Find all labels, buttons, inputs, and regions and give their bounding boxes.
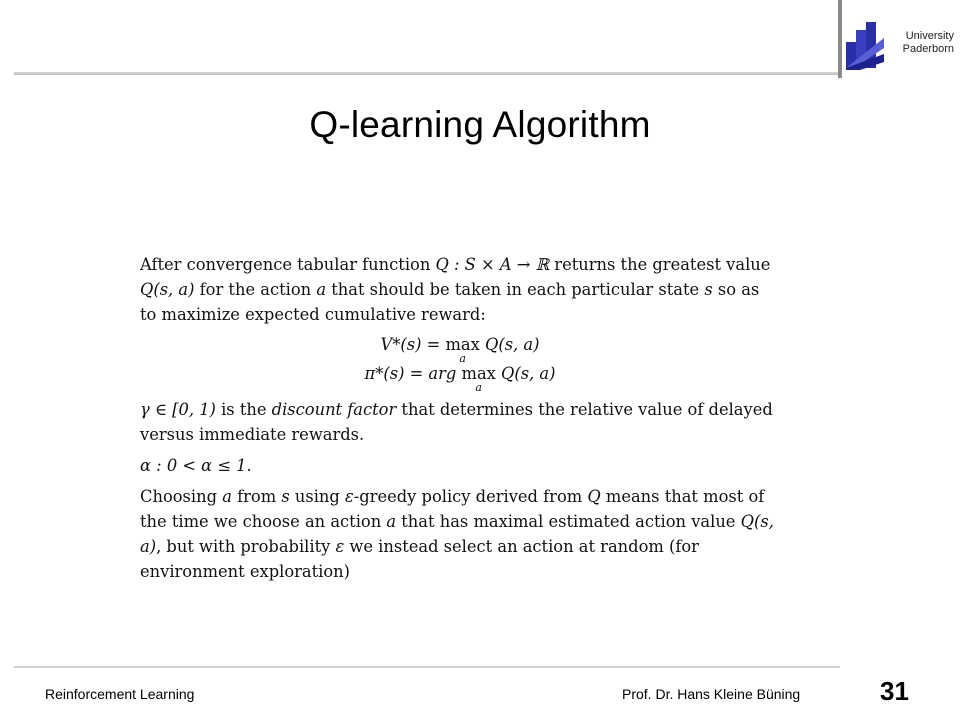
paragraph-epsilon-greedy	[140, 484, 780, 584]
paragraph-convergence	[140, 252, 780, 327]
university-line2: Paderborn	[902, 43, 954, 55]
max-text: max	[461, 364, 496, 383]
text: returns the greatest value	[549, 255, 771, 274]
eq-right: Q(s, a)	[479, 335, 540, 354]
university-line1: University	[905, 30, 954, 42]
text: is the	[215, 400, 272, 419]
text: for the action	[194, 280, 317, 299]
math-epsilon: ε	[345, 487, 354, 506]
university-logo	[844, 16, 956, 70]
equation-value-function	[140, 334, 780, 365]
university-logo-icon	[844, 18, 888, 70]
text: that determines the relative value of delayed versus immediate rewards.	[140, 400, 773, 444]
footer-course: Reinforcement Learning	[45, 686, 195, 702]
footer-author: Prof. Dr. Hans Kleine Büning	[622, 686, 801, 702]
text: using	[289, 487, 345, 506]
text: After convergence tabular function	[140, 255, 436, 274]
footer-rule	[14, 666, 840, 668]
text: that has maximal estimated action value	[396, 512, 741, 531]
text: from	[231, 487, 282, 506]
text: , but with probability	[156, 537, 336, 556]
term-discount-factor: discount factor	[271, 400, 397, 419]
paragraph-alpha	[140, 453, 780, 478]
math-q: Q	[587, 487, 601, 506]
max-subscript: a	[475, 381, 482, 394]
max-operator	[445, 334, 480, 365]
math-alpha: α : 0 < α ≤ 1.	[140, 456, 252, 475]
math-s: s	[704, 280, 713, 299]
header-vertical-rule	[838, 0, 842, 78]
slide-content	[140, 252, 780, 584]
text: so as to maximize expected cumulative reward:	[140, 280, 760, 324]
max-subscript: a	[459, 352, 466, 365]
text: means that most of the time we choose an action	[140, 487, 765, 531]
text: that should be taken in each particular state	[326, 280, 705, 299]
eq-left: π*(s) = arg	[364, 364, 462, 383]
text: Choosing	[140, 487, 223, 506]
math-a: a	[222, 487, 232, 506]
math-qsa: Q(s, a)	[140, 280, 195, 299]
math-qsa: Q(s, a)	[140, 512, 774, 556]
math-a: a	[386, 512, 397, 531]
math-q-function: Q : S × A → ℝ	[435, 255, 550, 274]
math-epsilon: ε	[335, 537, 345, 556]
eq-right: Q(s, a)	[495, 364, 556, 383]
header-rule	[14, 72, 840, 75]
max-operator	[461, 363, 496, 394]
max-text: max	[445, 335, 480, 354]
math-a: a	[316, 280, 327, 299]
slide-title: Q-learning Algorithm	[309, 104, 651, 145]
math-gamma: γ ∈ [0, 1)	[140, 400, 216, 419]
text: -greedy policy derived from	[353, 487, 588, 506]
math-s: s	[281, 487, 290, 506]
paragraph-discount	[140, 397, 780, 447]
university-name	[890, 30, 954, 56]
page-number: 31	[880, 676, 909, 706]
text: we instead select an action at random (for environment exploration)	[140, 537, 699, 581]
eq-left: V*(s) =	[380, 335, 446, 354]
